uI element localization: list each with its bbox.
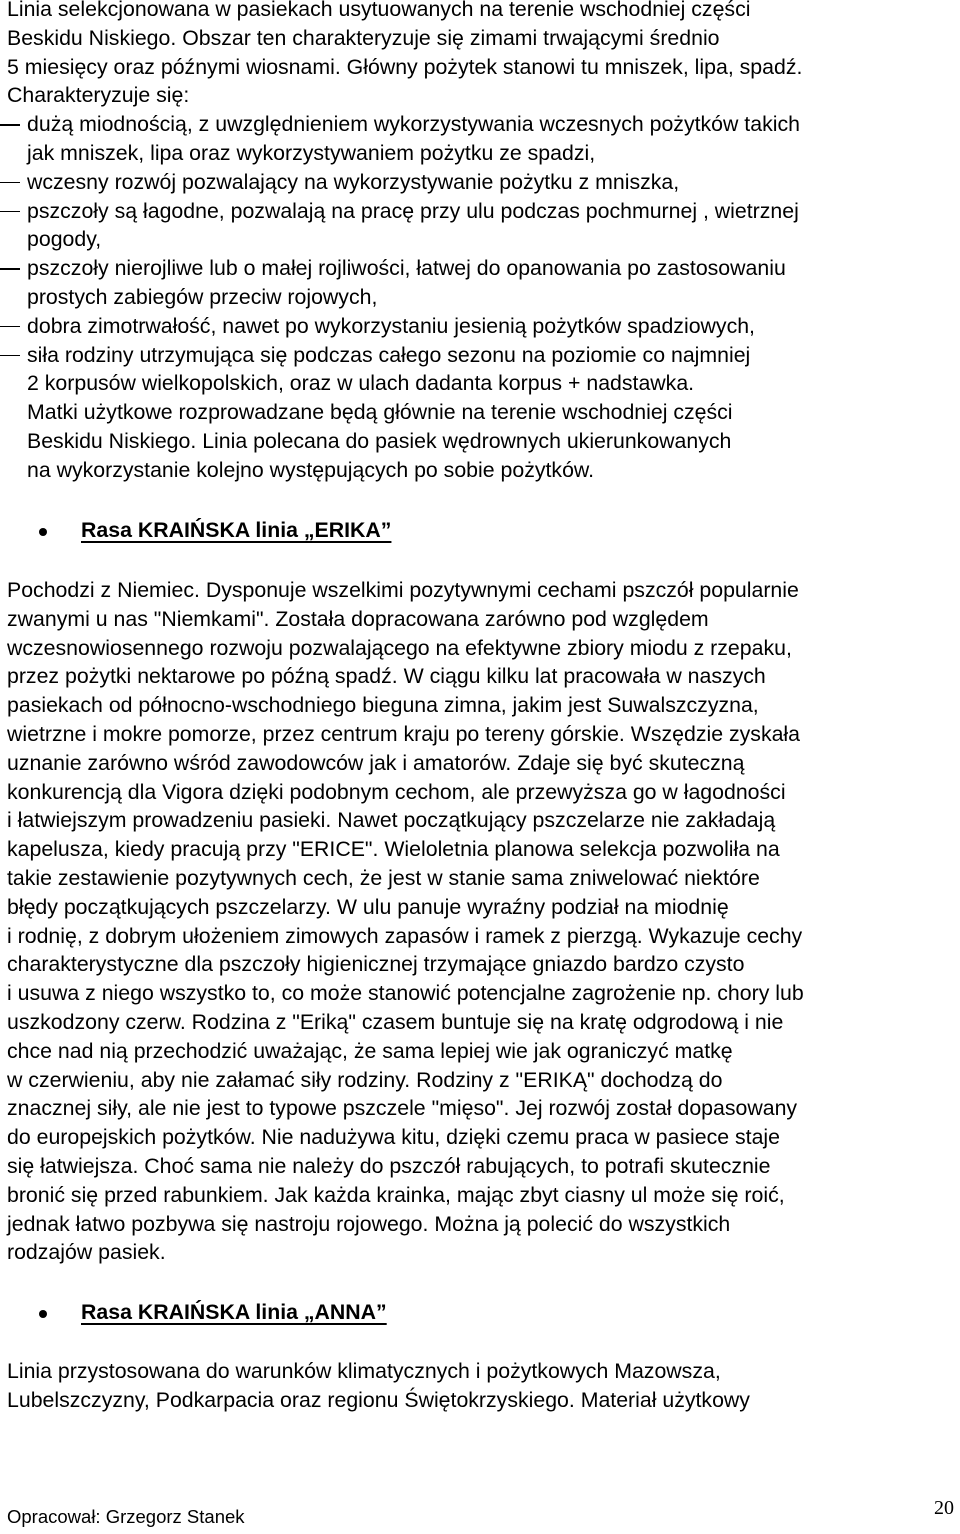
intro-line: Linia selekcjonowana w pasiekach usytuowanych na terenie wschodniej części (7, 0, 751, 21)
paragraph-line: uszkodzony czerw. Rodzina z "Eriką" czasem buntuje się na kratę odgrodową i nie (7, 1009, 784, 1034)
feature-item: dużą miodnością, z uwzględnieniem wykorzystywania wczesnych pożytków takich (7, 110, 802, 139)
paragraph-line: i usuwa z niego wszystko to, co może stanowić potencjalne zagrożenie np. chory lub (7, 981, 804, 1006)
intro-tail-line: Matki użytkowe rozprowadzane będą głównie na terenie wschodniej części (27, 400, 733, 425)
paragraph-line: i rodnię, z dobrym ułożeniem zimowych zapasów i ramek z pierzgą. Wykazuje cechy (7, 923, 803, 948)
paragraph-line: przez pożytki nektarowe po późną spadź. W ciągu kilku lat pracowała w naszych (7, 664, 766, 689)
section-heading-label: Rasa KRAIŃSKA linia „ERIKA” (81, 518, 392, 542)
feature-item: pszczoły są łagodne, pozwalają na pracę przy ulu podczas pochmurnej , wietrznej (7, 197, 802, 226)
intro-line: 5 miesięcy oraz późnymi wiosnami. Główny pożytek stanowi tu mniszek, lipa, spadź. (7, 54, 803, 79)
erika-paragraph (7, 576, 804, 1267)
paragraph-line: uznanie zarówno wśród zawodowców jak i amatorów. Zdaje się być skuteczną (7, 750, 745, 775)
paragraph-line: i łatwiejszym prowadzeniu pasieki. Nawet początkujący pszczelarze nie zakładają (7, 808, 776, 833)
paragraph-line: chce nad nią przechodzić uważając, że sama lepiej wie jak ograniczyć matkę (7, 1038, 733, 1063)
intro-section (7, 0, 802, 485)
section-heading-label: Rasa KRAIŃSKA linia „ANNA” (81, 1300, 387, 1324)
feature-item-continuation: pogody, (27, 227, 102, 252)
feature-item: wczesny rozwój pozwalający na wykorzystywanie pożytku z mniszka, (7, 168, 802, 197)
paragraph-line: kapelusza, kiedy pracują przy "ERICE". Wieloletnia planowa selekcja pozwoliła na (7, 837, 780, 862)
feature-item: siła rodziny utrzymująca się podczas całego sezonu na poziomie co najmniej (7, 341, 802, 370)
feature-list (7, 110, 802, 398)
paragraph-line: bronić się przed rabunkiem. Jak każda krainka, mając zbyt ciasny ul może się roić, (7, 1182, 785, 1207)
paragraph-line: jednak łatwo pozbywa się nastroju rojowego. Można ją polecić do wszystkich (7, 1211, 731, 1236)
intro-tail-line: na wykorzystanie kolejno występujących po sobie pożytków. (27, 457, 595, 482)
paragraph-line: Lubelszczyzny, Podkarpacia oraz regionu Świętokrzyskiego. Materiał użytkowy (7, 1387, 750, 1412)
page-number: 20 (934, 1497, 954, 1519)
paragraph-line: rodzajów pasiek. (7, 1240, 166, 1265)
paragraph-line: Linia przystosowana do warunków klimatycznych i pożytkowych Mazowsza, (7, 1359, 721, 1383)
intro-line: Charakteryzuje się: (7, 83, 190, 108)
paragraph-line: wczesnowiosennego rozwoju pozwalającego na efektywne zbiory miodu z rzepaku, (7, 635, 792, 660)
paragraph-line: pasiekach od północno-wschodniego bieguna zimna, jakim jest Suwalszczyzna, (7, 693, 759, 718)
paragraph-line: błędy początkujących pszczelarzy. W ulu panuje wyraźny podział na miodnię (7, 894, 729, 919)
feature-item-continuation: jak mniszek, lipa oraz wykorzystywaniem pożytku ze spadzi, (27, 140, 596, 165)
paragraph-line: do europejskich pożytków. Nie nadużywa kitu, dzięki czemu praca w pasiece staje (7, 1125, 780, 1150)
paragraph-line: konkurencją dla Vigora dzięki podobnym cechom, ale przewyższa go w łagodności (7, 779, 786, 804)
paragraph-line: charakterystyczne dla pszczoły higienicznej trzymające gniazdo bardzo czysto (7, 952, 745, 977)
footer-author: Opracował: Grzegorz Stanek (7, 1506, 245, 1527)
paragraph-line: Pochodzi z Niemiec. Dysponuje wszelkimi pozytywnymi cechami pszczół popularnie (7, 578, 799, 602)
intro-line: Beskidu Niskiego. Obszar ten charakteryzuje się zimami trwającymi średnio (7, 25, 720, 50)
feature-item-continuation: 2 korpusów wielkopolskich, oraz w ulach dadanta korpus + nadstawka. (27, 371, 695, 396)
feature-item: dobra zimotrwałość, nawet po wykorzystaniu jesienią pożytków spadziowych, (7, 312, 802, 341)
paragraph-line: się łatwiejsza. Choć sama nie należy do pszczół rabujących, to potrafi skutecznie (7, 1153, 771, 1178)
paragraph-line: znacznej siły, ale nie jest to typowe pszczele "mięso". Jej rozwój został dopasowany (7, 1096, 798, 1121)
bullet-icon (39, 1310, 47, 1318)
bullet-icon (39, 528, 47, 536)
paragraph-line: w czerwieniu, aby nie załamać siły rodziny. Rodziny z "ERIKĄ" dochodzą do (7, 1067, 723, 1092)
feature-item-continuation: prostych zabiegów przeciw rojowych, (27, 284, 378, 309)
paragraph-line: takie zestawienie pozytywnych cech, że jest w stanie sama zniwelować niektóre (7, 865, 760, 890)
paragraph-line: zwanymi u nas "Niemkami". Została dopracowana zarówno pod względem (7, 606, 709, 631)
paragraph-line: wietrzne i mokre pomorze, przez centrum kraju po tereny górskie. Wszędzie zyskała (7, 721, 801, 746)
intro-tail-line: Beskidu Niskiego. Linia polecana do pasiek wędrownych ukierunkowanych (27, 428, 732, 453)
feature-item: pszczoły nierojliwe lub o małej rojliwości, łatwej do opanowania po zastosowaniu (7, 254, 802, 283)
anna-paragraph (7, 1357, 750, 1415)
